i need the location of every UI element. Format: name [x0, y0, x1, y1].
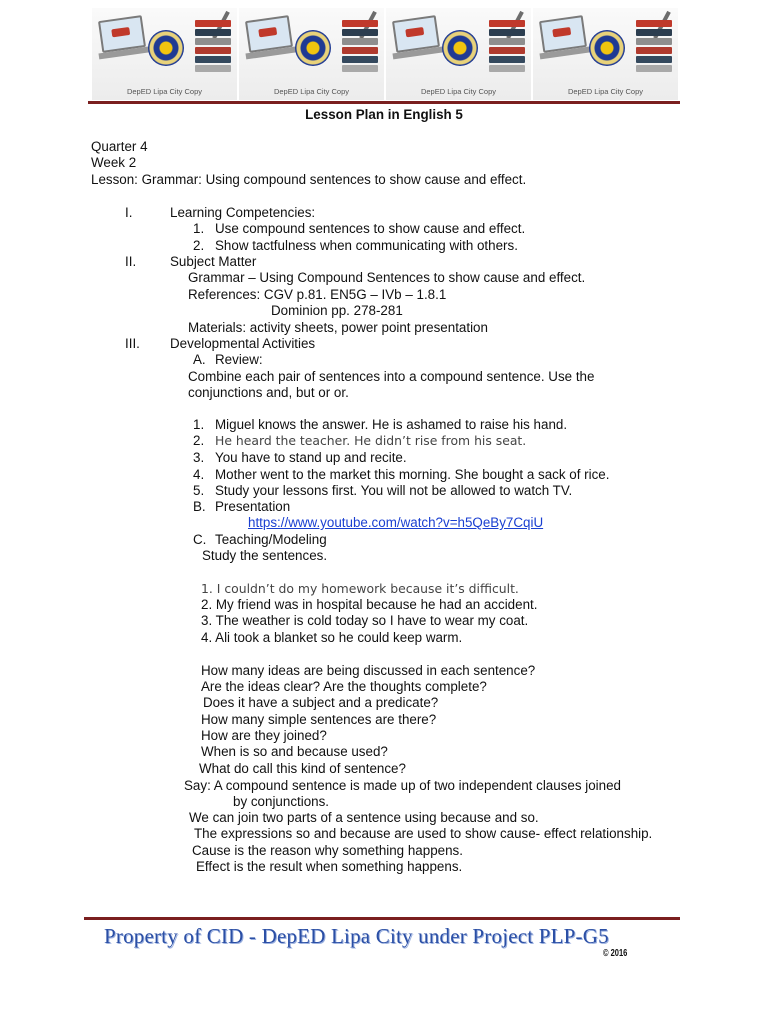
review-instruction: Combine each pair of sentences into a compound sentence. Use the [188, 369, 595, 384]
section-heading: Developmental Activities [170, 336, 316, 351]
books-icon [489, 20, 525, 84]
footer-divider [84, 917, 680, 920]
discussion-question: When is so and because used? [201, 744, 388, 759]
materials-line: Materials: activity sheets, power point presentation [188, 320, 488, 335]
header-banner [92, 8, 678, 100]
banner-caption: DepED Lipa City Copy [420, 87, 497, 96]
teaching-note: Effect is the result when something happens. [196, 859, 463, 874]
deped-seal-icon [295, 30, 331, 66]
section-heading: Learning Competencies: [170, 205, 316, 220]
list-number: 5. [193, 483, 205, 498]
example-sentence: 4. Ali took a blanket so he could keep warm. [201, 630, 463, 645]
lesson-label: Lesson: Grammar: Using compound sentences to show cause and effect. [91, 172, 527, 187]
laptop-icon [539, 15, 587, 53]
list-item: Study your lessons first. You will not be allowed to watch TV. [215, 483, 573, 498]
references-line: References: CGV p.81. EN5G – IVb – 1.8.1 [188, 287, 447, 302]
list-number: 3. [193, 450, 205, 465]
banner-tile [533, 8, 678, 100]
list-item: Miguel knows the answer. He is ashamed to raise his hand. [215, 417, 568, 432]
example-sentence: 3. The weather is cold today so I have to wear my coat. [201, 613, 529, 628]
say-statement: by conjunctions. [233, 794, 330, 809]
teaching-note: The expressions so and because are used to show cause- effect relationship. [194, 826, 653, 841]
list-number: 1. [193, 221, 205, 236]
references-line: Dominion pp. 278-281 [271, 303, 403, 318]
list-number: 1. [193, 417, 205, 432]
section-numeral: I. [125, 205, 133, 220]
header-divider [88, 101, 680, 104]
banner-tile [386, 8, 531, 100]
section-heading: Subject Matter [170, 254, 257, 269]
list-item: Show tactfulness when communicating with others. [215, 238, 518, 253]
subsection-heading: Presentation [215, 499, 291, 514]
subsection-heading: Teaching/Modeling [215, 532, 327, 547]
banner-tile [239, 8, 384, 100]
review-instruction: conjunctions and, but or or. [188, 385, 349, 400]
document-title: Lesson Plan in English 5 [305, 107, 463, 122]
banner-caption: DepED Lipa City Copy [126, 87, 203, 96]
list-item: Mother went to the market this morning. She bought a sack of rice. [215, 467, 610, 482]
list-item: He heard the teacher. He didn’t rise from his seat. [215, 433, 527, 448]
discussion-question: How many simple sentences are there? [201, 712, 437, 727]
discussion-question: Are the ideas clear? Are the thoughts complete? [201, 679, 487, 694]
subsection-label: A. [193, 352, 206, 367]
subject-topic: Grammar – Using Compound Sentences to show cause and effect. [188, 270, 586, 285]
subsection-label: C. [193, 532, 207, 547]
deped-seal-icon [148, 30, 184, 66]
discussion-question: How many ideas are being discussed in each sentence? [201, 663, 536, 678]
list-number: 2. [193, 433, 205, 448]
laptop-icon [392, 15, 440, 53]
presentation-video-link[interactable]: https://www.youtube.com/watch?v=h5QeBy7CqiU [248, 515, 544, 530]
property-footer: Property of CID - DepED Lipa City under Project PLP-G5 [104, 924, 609, 948]
section-numeral: II. [125, 254, 137, 269]
subsection-heading: Review: [215, 352, 263, 367]
deped-seal-icon [442, 30, 478, 66]
subsection-label: B. [193, 499, 206, 514]
example-sentence: 1. I couldn’t do my homework because it’s difficult. [201, 581, 519, 596]
section-numeral: III. [125, 336, 140, 351]
books-icon [195, 20, 231, 84]
discussion-question: Does it have a subject and a predicate? [203, 695, 439, 710]
week-label: Week 2 [91, 155, 137, 170]
say-statement: Say: A compound sentence is made up of two independent clauses joined [184, 778, 621, 793]
books-icon [342, 20, 378, 84]
list-item: You have to stand up and recite. [215, 450, 407, 465]
list-number: 2. [193, 238, 205, 253]
list-item: Use compound sentences to show cause and effect. [215, 221, 526, 236]
banner-caption: DepED Lipa City Copy [273, 87, 350, 96]
quarter-label: Quarter 4 [91, 139, 148, 154]
banner-tile [92, 8, 237, 100]
laptop-icon [98, 15, 146, 53]
discussion-question: How are they joined? [201, 728, 327, 743]
discussion-question: What do call this kind of sentence? [199, 761, 406, 776]
books-icon [636, 20, 672, 84]
list-number: 4. [193, 467, 205, 482]
banner-caption: DepED Lipa City Copy [567, 87, 644, 96]
modeling-instruction: Study the sentences. [202, 548, 328, 563]
deped-seal-icon [589, 30, 625, 66]
teaching-note: We can join two parts of a sentence using because and so. [189, 810, 539, 825]
laptop-icon [245, 15, 293, 53]
teaching-note: Cause is the reason why something happens. [192, 843, 463, 858]
example-sentence: 2. My friend was in hospital because he had an accident. [201, 597, 538, 612]
copyright-mark: © 2016 [603, 948, 628, 959]
